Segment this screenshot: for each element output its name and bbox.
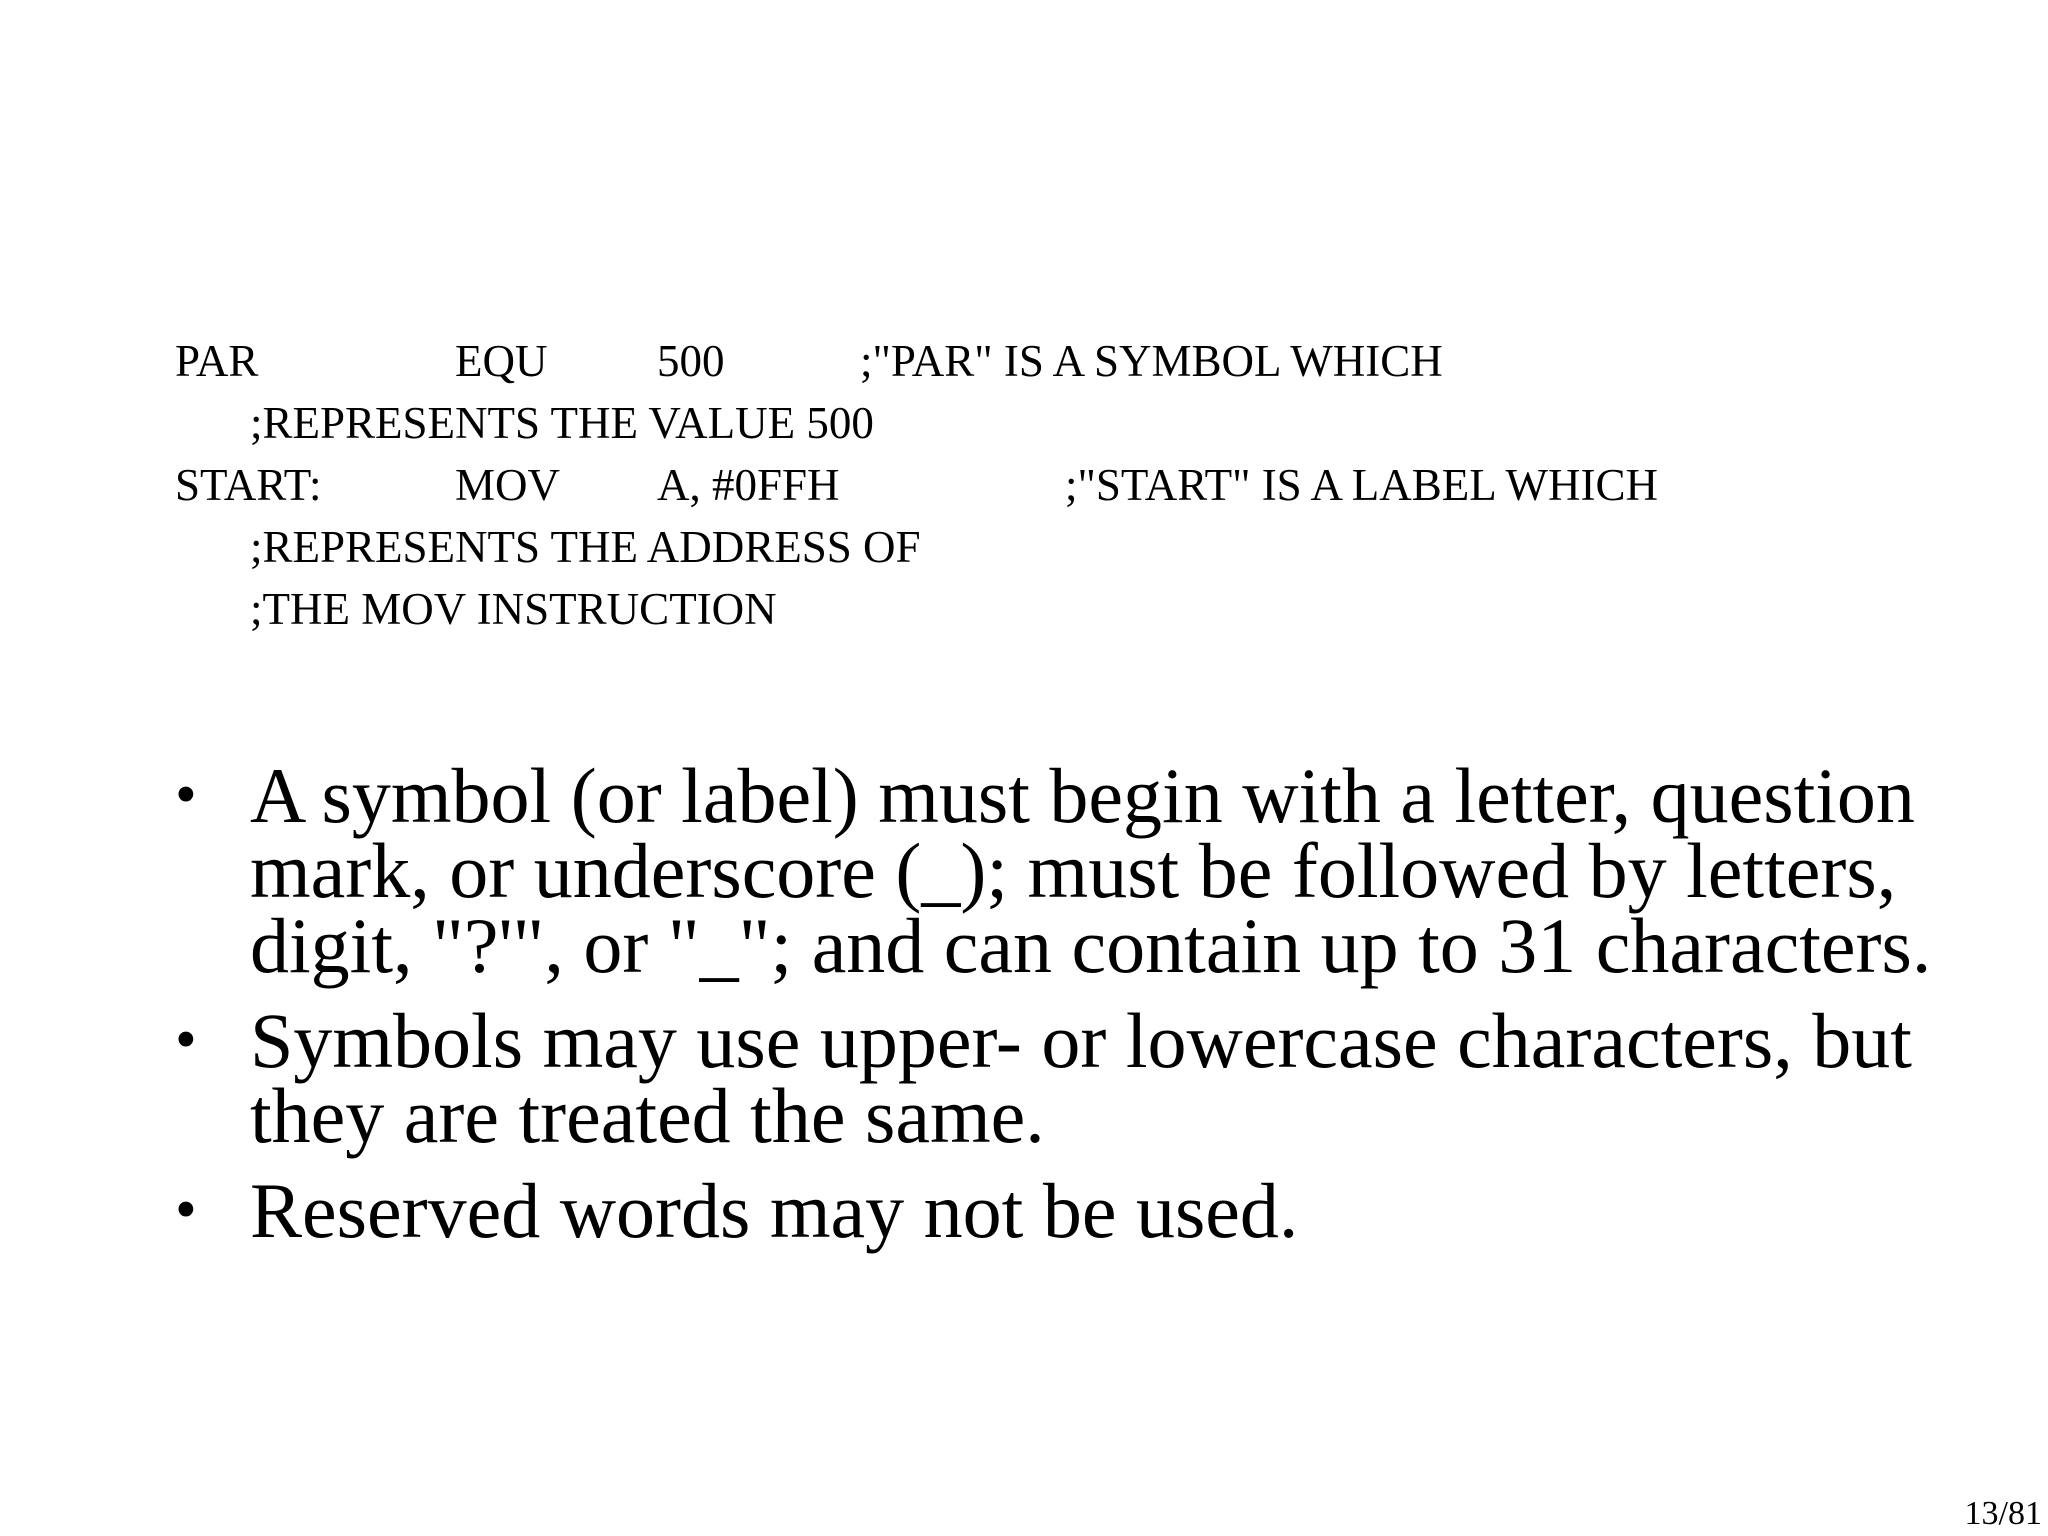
bullet-item-reserved-rule <box>175 1167 1995 1254</box>
code-comment: ;"START" IS A LABEL WHICH <box>1065 460 1658 510</box>
bullet-text: Symbols may use upper- or lowercase characters, but they are treated the same. <box>250 997 1912 1159</box>
code-operator: EQU <box>455 336 548 386</box>
bullet-marker: • <box>175 1006 197 1074</box>
code-operand: 500 <box>657 336 725 386</box>
bullet-item-naming-rule <box>175 752 1995 989</box>
page-number: 13/81 <box>1964 1495 2042 1532</box>
bullet-list <box>175 752 1995 1268</box>
code-line-comment-cont <box>175 578 1975 640</box>
code-comment: ;REPRESENTS THE ADDRESS OF <box>250 522 921 572</box>
bullet-text: A symbol (or label) must begin with a letter, question mark, or underscore (_); must be followed by letters, digit, "?'", or "_"; and can contain up to 31 characters. <box>250 752 1932 989</box>
code-line-comment-cont <box>175 516 1975 578</box>
code-line-par <box>175 330 1975 392</box>
bullet-marker: • <box>175 761 197 829</box>
code-comment: ;"PAR" IS A SYMBOL WHICH <box>860 336 1443 386</box>
code-operator: MOV <box>455 460 561 510</box>
bullet-marker: • <box>175 1176 197 1244</box>
code-operand: A, #0FFH <box>657 460 840 510</box>
code-example <box>175 330 1975 640</box>
code-line-comment-cont <box>175 392 1975 454</box>
code-label: PAR <box>175 336 259 386</box>
code-comment: ;THE MOV INSTRUCTION <box>250 584 777 634</box>
code-label: START: <box>175 460 322 510</box>
bullet-text: Reserved words may not be used. <box>250 1167 1299 1254</box>
code-comment: ;REPRESENTS THE VALUE 500 <box>250 398 874 448</box>
bullet-item-case-rule <box>175 997 1995 1159</box>
code-line-start <box>175 454 1975 516</box>
